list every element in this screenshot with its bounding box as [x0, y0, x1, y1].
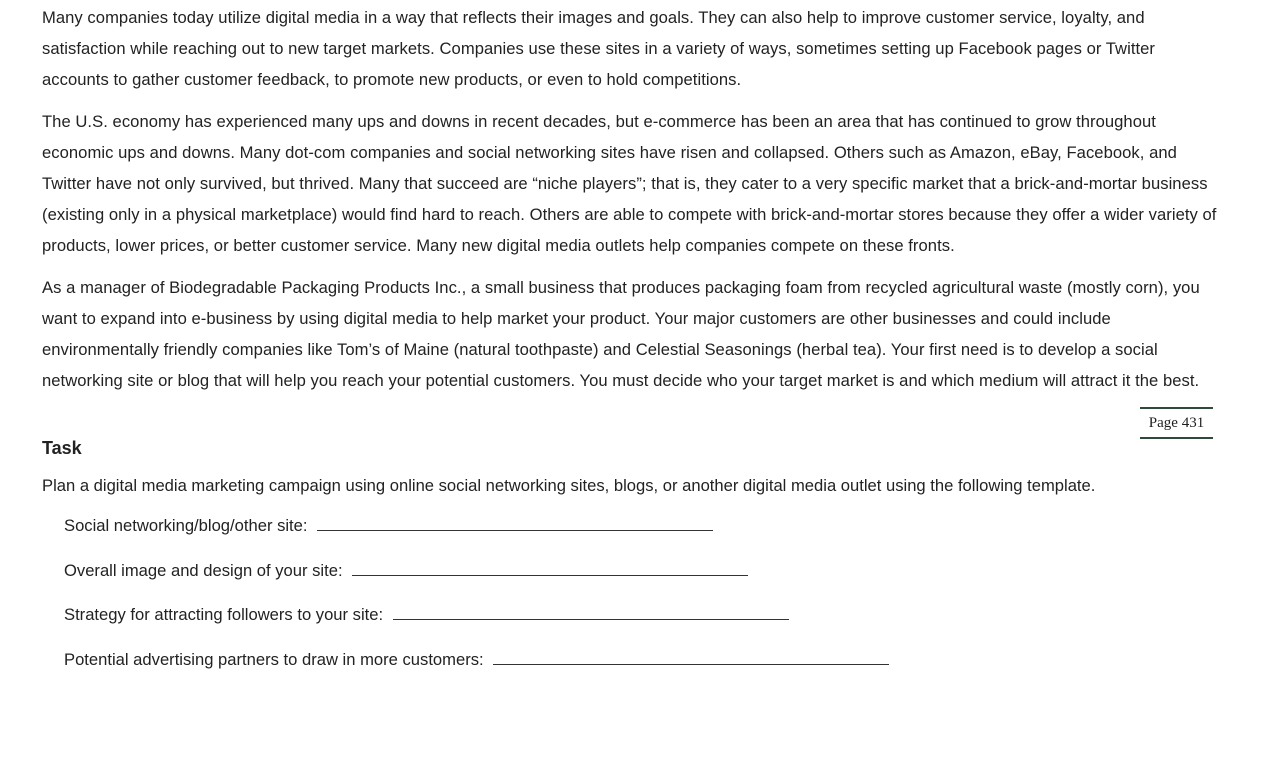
- template-label-advertising-partners: Potential advertising partners to draw in more customers:: [64, 649, 484, 669]
- template-label-image-design: Overall image and design of your site:: [64, 560, 343, 580]
- blank-line-image-design: [352, 561, 748, 576]
- page-number-marker: Page 431: [1140, 407, 1213, 439]
- page-marker-row: [42, 407, 1222, 447]
- paragraph-biodegradable-scenario: As a manager of Biodegradable Packaging Products Inc., a small business that produces packaging foam from recycled agricultural waste (mostly corn), you want to expand into e-business by using digital media to help market your product. Your major customers are other businesses and could include environmentally friendly companies like Tom’s of Maine (natural toothpaste) and Celestial Seasonings (herbal tea). Your first need is to develop a social networking site or blog that will help you reach your potential customers. You must decide who your target market is and which medium will attract it the best.: [42, 278, 1200, 390]
- template-item-advertising-partners: [64, 645, 1222, 675]
- task-heading: Task: [42, 438, 82, 458]
- template-item-image-design: [64, 556, 1222, 586]
- paragraph-ecommerce-economy: The U.S. economy has experienced many ups and downs in recent decades, but e-commerce has been an area that has continued to grow throughout economic ups and downs. Many dot-com companies and social networking sites have risen and collapsed. Others such as Amazon, eBay, Facebook, and Twitter have not only survived, but thrived. Many that succeed are “niche players”; that is, they cater to a very specific market that a brick-and-mortar business (existing only in a physical marketplace) would find hard to reach. Others are able to compete with brick-and-mortar stores because they offer a wider variety of products, lower prices, or better customer service. Many new digital media outlets help companies compete on these fronts.: [42, 112, 1217, 255]
- blank-line-advertising-partners: [493, 650, 889, 665]
- paragraph-digital-media-intro: Many companies today utilize digital media in a way that reflects their images and goals. They can also help to improve customer service, loyalty, and satisfaction while reaching out to new target markets. Companies use these sites in a variety of ways, sometimes setting up Facebook pages or Twitter accounts to gather customer feedback, to promote new products, or even to hold competitions.: [42, 8, 1156, 89]
- template-label-site: Social networking/blog/other site:: [64, 516, 308, 535]
- template-label-strategy: Strategy for attracting followers to your site:: [64, 605, 384, 624]
- template-item-strategy: [64, 600, 1222, 630]
- task-intro: Plan a digital media marketing campaign using online social networking sites, blogs, or another digital media outlet using the following template.: [42, 476, 1096, 495]
- blank-line-site: [317, 516, 713, 531]
- document-body: [42, 2, 1222, 689]
- template-item-site: [64, 511, 1222, 541]
- template-list: [42, 511, 1222, 675]
- blank-line-strategy: [393, 605, 789, 620]
